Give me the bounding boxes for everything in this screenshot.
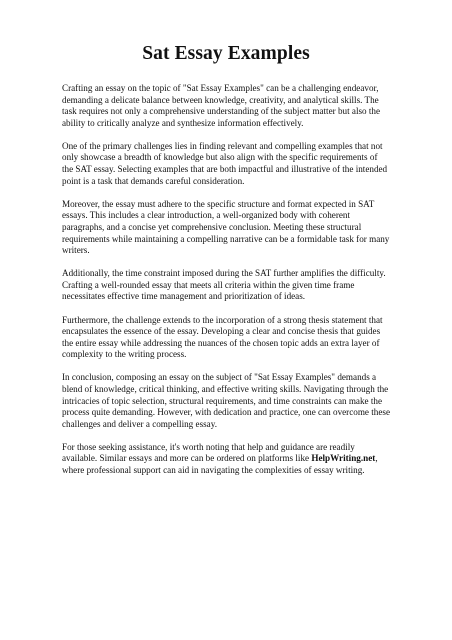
body-paragraph: Furthermore, the challenge extends to the incorporation of a strong thesis statement that encapsulates the essence of the essay. Developing a clear and concise thesis that guides the entire essay while addressing the nuances of the chosen topic adds an extra layer of complexity to the writing process.	[62, 314, 383, 360]
body-paragraph: Crafting an essay on the topic of "Sat Essay Examples" can be a challenging endeavor, demanding a delicate balance between knowledge, creativity, and analytical skills. The task requires not only a comprehensive understanding of the subject matter but also the ability to critically analyze and synthesize information effectively.	[62, 83, 381, 128]
body-paragraph: Additionally, the time constraint imposed during the SAT further amplifies the difficulty. Crafting a well-rounded essay that meets all criteria within the given time frame necessitates effective time management and prioritization of ideas.	[62, 268, 386, 302]
body-paragraph: In conclusion, composing an essay on the subject of "Sat Essay Examples" demands a blend of knowledge, critical thinking, and effective writing skills. Navigating through the intricacies of topic selection, structural requirements, and time constraints can make the process quite demanding. However, with dedication and practice, one can overcome these challenges and deliver a compelling essay.	[62, 372, 391, 429]
body-paragraph: One of the primary challenges lies in finding relevant and compelling examples that not only showcase a breadth of knowledge but also align with the specific requirements of the SAT essay. Selecting examples that are both impactful and illustrative of the intended point is a task that demands careful consideration.	[62, 140, 388, 186]
closing-text-start: For those seeking assistance, it's worth noting that help and guidance are readily available. Similar essays and more can be ordered on platforms like	[62, 441, 355, 464]
closing-text-end: , where professional support can aid in navigating the complexities of essay writing.	[62, 453, 378, 476]
closing-paragraph	[62, 442, 390, 477]
document-title: Sat Essay Examples	[142, 43, 310, 64]
body-paragraph: Moreover, the essay must adhere to the specific structure and format expected in SAT essays. This includes a clear introduction, a well-organized body with coherent paragraphs, and a concise yet comprehensive conclusion. Meeting these structural requirements while maintaining a compelling narrative can be a formidable task for many writers.	[62, 198, 390, 256]
document-body	[62, 83, 390, 477]
helpwriting-link[interactable]: HelpWriting.net	[311, 453, 376, 464]
